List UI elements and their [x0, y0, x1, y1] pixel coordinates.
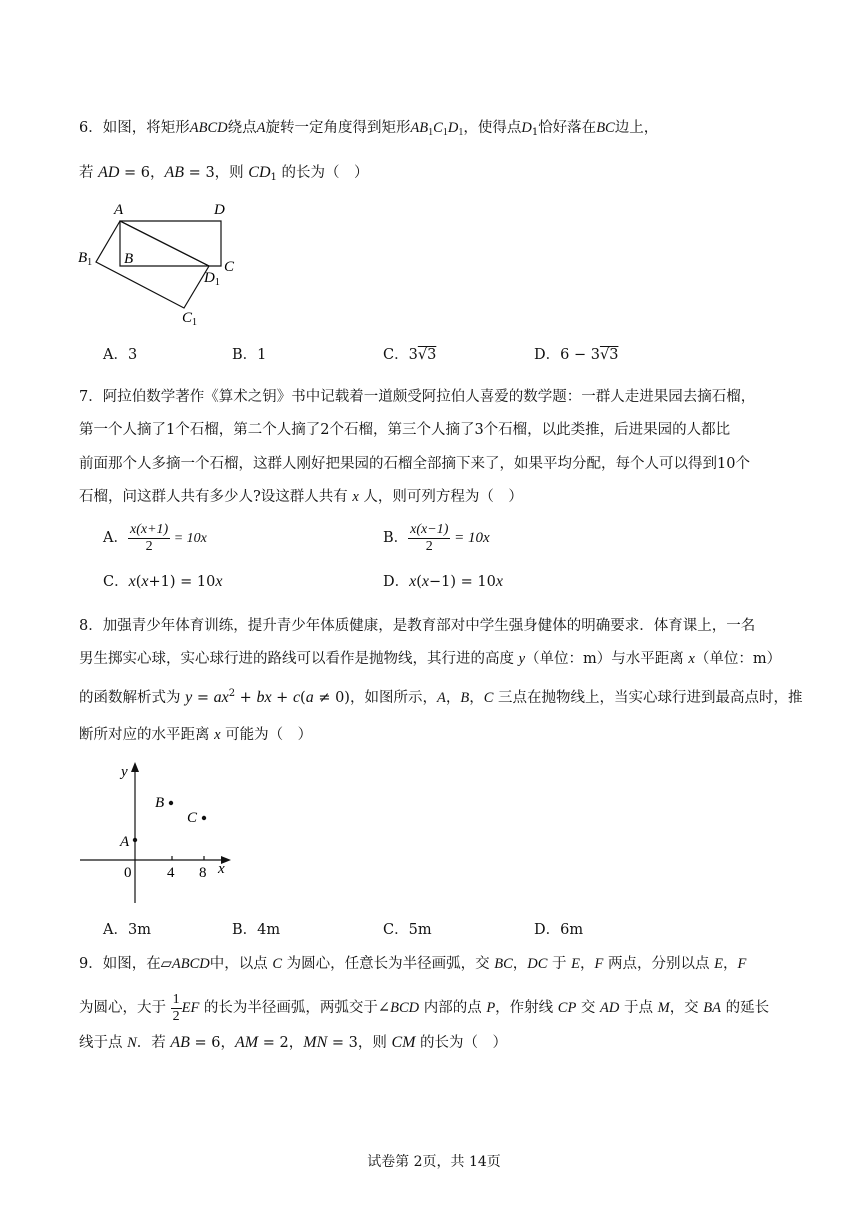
label-a: A	[120, 834, 130, 850]
q7-option-c[interactable]: C．x(x+1) = 10x	[103, 573, 223, 590]
point-a	[133, 838, 137, 842]
q6-figure	[76, 196, 246, 331]
label-y: y	[121, 764, 128, 780]
q9-stem-line1: 9．如图，在▱ABCD中，以点 C 为圆心，任意长为半径画弧，交 BC，DC 于 E，F 两点，分别以点 E，F	[79, 956, 747, 972]
q7-stem-line1: 7．阿拉伯数学著作《算术之钥》书中记载着一道颇受阿拉伯人喜爱的数学题：一群人走进果园去摘石榴，	[79, 389, 756, 405]
q6-option-c[interactable]: C．3√3	[383, 347, 437, 363]
q8-stem-line4: 断所对应的水平距离 x 可能为（ ）	[79, 727, 313, 743]
label-b: B	[155, 795, 165, 811]
q6-option-d[interactable]: D．6 − 3√3	[534, 347, 619, 363]
q8-option-a[interactable]: A．3m	[103, 922, 151, 938]
label-x: x	[218, 861, 225, 877]
q7-option-d[interactable]: D．x(x−1) = 10x	[383, 573, 503, 590]
point-c	[202, 816, 206, 820]
q6-option-a[interactable]: A．3	[103, 347, 138, 363]
label-d: D	[214, 202, 225, 218]
label-a: A	[114, 202, 124, 218]
q6-stem-line1: 6．如图，将矩形ABCD绕点A旋转一定角度得到矩形$AB_1C_1D_1$，使得点$D_1$恰好落在BC边上，	[79, 120, 659, 138]
label-8: 8	[199, 865, 207, 881]
q8-option-c[interactable]: C．5m	[383, 922, 432, 938]
page-footer: 试卷第 2页，共 14页	[367, 1154, 501, 1170]
q8-stem-line1: 8．加强青少年体育训练，提升青少年体质健康，是教育部对中学生强身健体的明确要求．体育课上，一名	[79, 618, 756, 634]
q8-option-b[interactable]: B．4m	[232, 922, 281, 938]
segment-a-d1	[120, 221, 209, 266]
rect-ab1c1d1	[96, 221, 209, 308]
q8-stem-line3: 的函数解析式为 $y = ax^2$ + bx + c(a ≠ 0)，如图所示，A，B，C 三点在抛物线上，当实心球行进到最高点时，推	[79, 688, 803, 706]
q8-option-d[interactable]: D．6m	[534, 922, 584, 938]
q7-option-b[interactable]: B． $\frac{x(x-1)}{2}$ = 10x	[383, 521, 490, 554]
q8-stem-line2: 男生掷实心球，实心球行进的路线可以看作是抛物线，其行进的高度 y（单位：m）与水平距离 x（单位：m）	[79, 651, 782, 667]
rect-abcd	[120, 221, 221, 266]
q7-stem-line3: 前面那个人多摘一个石榴，这群人刚好把果园的石榴全部摘下来了，如果平均分配，每个人可以得到10个	[79, 456, 750, 472]
q9-stem-line3: 线于点 N．若 AB = 6，AM = 2，MN = 3，则 CM 的长为（ ）	[79, 1034, 508, 1051]
label-c: C	[187, 810, 198, 826]
q8-figure	[76, 758, 246, 908]
label-4: 4	[167, 865, 175, 881]
point-b	[169, 801, 173, 805]
label-origin: 0	[124, 865, 132, 881]
label-b: B	[124, 251, 134, 267]
label-d1: $D_1$	[204, 270, 220, 288]
q9-stem-line2: 为圆心，大于 $\frac{1}{2}$ EF 的长为半径画弧，两弧交于∠BCD 内部的点 P，作射线 CP 交 AD 于点 M，交 BA 的延长	[79, 991, 770, 1024]
q7-stem-line2: 第一个人摘了1个石榴，第二个人摘了2个石榴，第三个人摘了3个石榴，以此类推，后进果园的人都比	[79, 422, 731, 438]
q7-stem-line4: 石榴，问这群人共有多少人?设这群人共有 x 人，则可列方程为（ ）	[79, 489, 523, 505]
label-c: C	[224, 259, 235, 275]
q6-stem-line2: 若 AD = 6，AB = 3，则 $CD_1$ 的长为（ ）	[79, 164, 369, 183]
y-axis-arrow	[131, 762, 139, 772]
label-c1: $C_1$	[182, 310, 198, 328]
q7-option-a[interactable]: A． $\frac{x(x+1)}{2}$ = 10x	[103, 521, 207, 554]
q6-option-b[interactable]: B．1	[232, 347, 267, 363]
label-b1: $B_1$	[78, 250, 93, 268]
